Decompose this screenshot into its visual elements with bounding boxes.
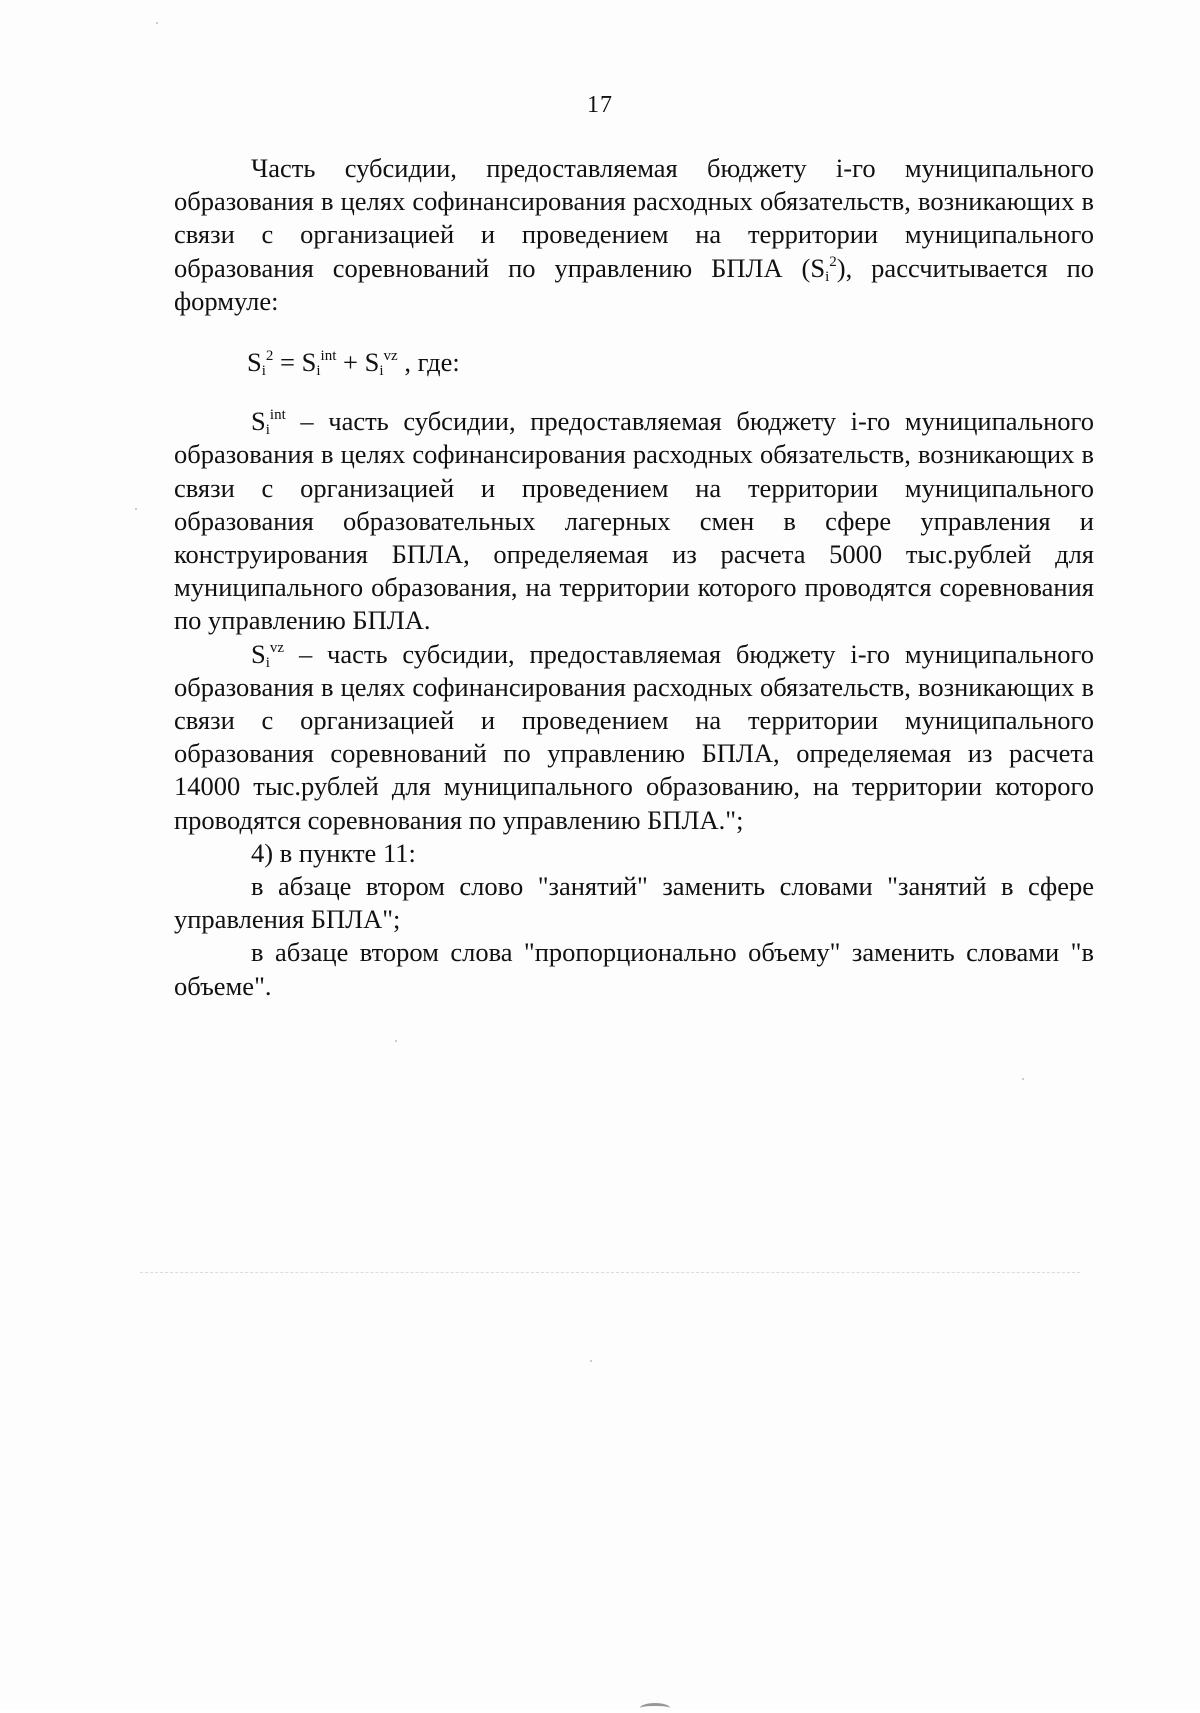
definition-vz-sup: vz <box>269 639 285 656</box>
definition-int-sup: int <box>269 407 286 424</box>
intro-symbol-sup: 2 <box>829 253 837 270</box>
formula-equals: = <box>273 347 302 378</box>
definition-int-base: S <box>251 406 266 437</box>
definition-vz-symbol <box>251 639 284 669</box>
item4-heading: 4) в пункте 11: <box>251 837 416 868</box>
definition-vz-base: S <box>251 638 266 669</box>
scan-artifact-dot <box>1022 1078 1024 1080</box>
definition-vz-text: – часть субсидии, предоставляемая бюджету i-го муниципального образования в целях софинансирования расходных обязательств, возникающих в связи с организацией и проведением на территории муниципального образования соревнований по управлению БПЛА, определяемая из расчета 14000 тыс.рублей для муниципального образованию, на территории которого проводятся соревнования по управлению БПЛА."; <box>174 638 1094 835</box>
definition-int <box>174 405 1094 637</box>
scan-artifact-line <box>140 1272 1080 1273</box>
definition-int-symbol <box>251 406 286 439</box>
formula-term-vz-sub: i <box>379 363 384 380</box>
formula-term-int <box>301 347 337 380</box>
item4-change-1: в абзаце втором слово "занятий" заменить словами "занятий в сфере управления БПЛА"; <box>174 871 1094 935</box>
formula-term-int-base: S <box>301 347 317 378</box>
intro-text-after: ), рассчитывается по формуле: <box>174 252 1094 316</box>
intro-text-before: Часть субсидии, предоставляемая бюджету i-го муниципального образования в целях софинансирования расходных обязательств, возникающих в связи с организацией и проведением на территории муниципального образования соревнований по управлению БПЛА (S <box>174 153 1094 283</box>
scan-artifact-dot <box>395 1040 397 1042</box>
formula-plus: + <box>336 347 365 378</box>
item4-change-2: в абзаце втором слова "пропорционально объему" заменить словами "в объеме". <box>174 937 1094 1001</box>
formula-term-vz <box>364 347 398 380</box>
formula-tail: , где: <box>397 347 460 378</box>
intro-symbol <box>825 253 837 283</box>
formula <box>174 346 1094 379</box>
scan-artifact-dot <box>156 22 158 24</box>
scan-artifact-dot <box>590 1360 592 1362</box>
definition-vz-sub: i <box>265 654 270 671</box>
scan-artifact-dot <box>135 508 137 510</box>
formula-lhs <box>247 347 274 380</box>
definition-int-text: – часть субсидии, предоставляемая бюджету i-го муниципального образования в целях софинансирования расходных обязательств, возникающих в связи с организацией и проведением на территории муниципального образования образовательных лагерных смен в сфере управления и конструирования БПЛА, определяемая из расчета 5000 тыс.рублей для муниципального образования, на территории которого проводятся соревнования по управлению БПЛА. <box>174 406 1094 636</box>
intro-symbol-sub: i <box>825 268 830 285</box>
formula-lhs-base: S <box>247 347 262 378</box>
formula-term-vz-base: S <box>364 347 380 378</box>
page-number: 17 <box>587 92 613 118</box>
intro-paragraph <box>174 152 1094 318</box>
definition-int-sub: i <box>265 422 270 439</box>
formula-term-int-sup: int <box>320 348 337 365</box>
formula-term-vz-sup: vz <box>383 348 398 365</box>
formula-term-int-sub: i <box>316 363 321 380</box>
formula-lhs-sup: 2 <box>265 348 274 365</box>
scan-artifact-bottom-mark <box>640 1703 670 1713</box>
formula-lhs-sub: i <box>261 363 266 380</box>
definition-vz <box>174 638 1094 837</box>
document-body <box>174 152 1094 1003</box>
